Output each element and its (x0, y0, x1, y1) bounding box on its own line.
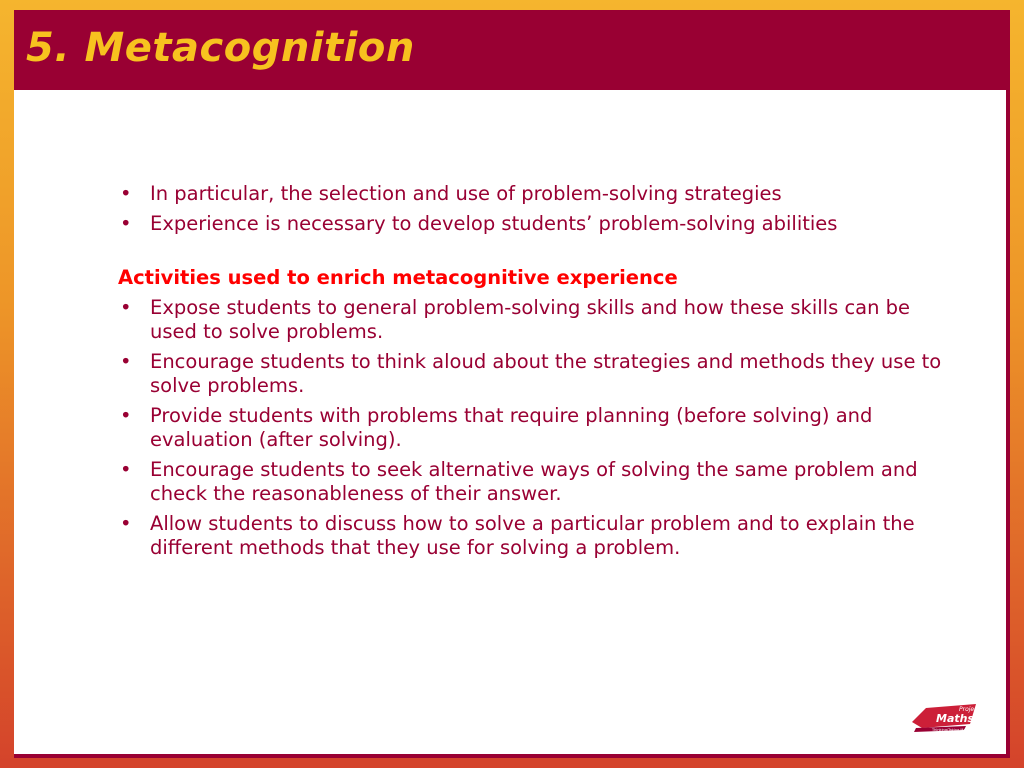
bullet-text: Allow students to discuss how to solve a particular problem and to explain the different methods that they use for solving a problem. (150, 512, 915, 559)
bullet-icon: • (120, 212, 132, 235)
bullet-text: Provide students with problems that require planning (before solving) and evaluation (after solving). (150, 404, 873, 451)
bullet-text: Encourage students to think aloud about the strategies and methods they use to solve problems. (150, 350, 942, 397)
bullet-icon: • (120, 182, 132, 205)
bullet-text: Encourage students to seek alternative ways of solving the same problem and check the reasonableness of their answer. (150, 458, 918, 505)
content-panel (14, 90, 1010, 758)
activity-bullet-1 (118, 296, 948, 344)
slide-body (118, 182, 948, 566)
bullet-icon: • (120, 512, 132, 535)
section-heading: Activities used to enrich metacognitive experience (118, 266, 678, 289)
bullet-text: Experience is necessary to develop students’ problem-solving abilities (150, 212, 838, 235)
intro-bullet-2 (118, 212, 948, 236)
activity-bullet-list (118, 296, 948, 560)
intro-bullet-list (118, 182, 948, 236)
intro-bullet-1 (118, 182, 948, 206)
activity-bullet-5 (118, 512, 948, 560)
bullet-text: In particular, the selection and use of problem-solving strategies (150, 182, 782, 205)
logo-main-text: Maths (936, 712, 975, 725)
bullet-text: Expose students to general problem-solving skills and how these skills can be used to solve problems. (150, 296, 911, 343)
bullet-icon: • (120, 404, 132, 427)
bullet-icon: • (120, 458, 132, 481)
logo-top-text: Project (959, 706, 980, 713)
logo-tagline: Thinking/Taking Maths (932, 728, 971, 732)
activity-bullet-3 (118, 404, 948, 452)
title-bar (14, 10, 1010, 90)
slide-title: 5. Metacognition (26, 25, 415, 71)
project-maths-logo-icon (910, 700, 980, 734)
activity-bullet-2 (118, 350, 948, 398)
activity-bullet-4 (118, 458, 948, 506)
bullet-icon: • (120, 296, 132, 319)
bullet-icon: • (120, 350, 132, 373)
